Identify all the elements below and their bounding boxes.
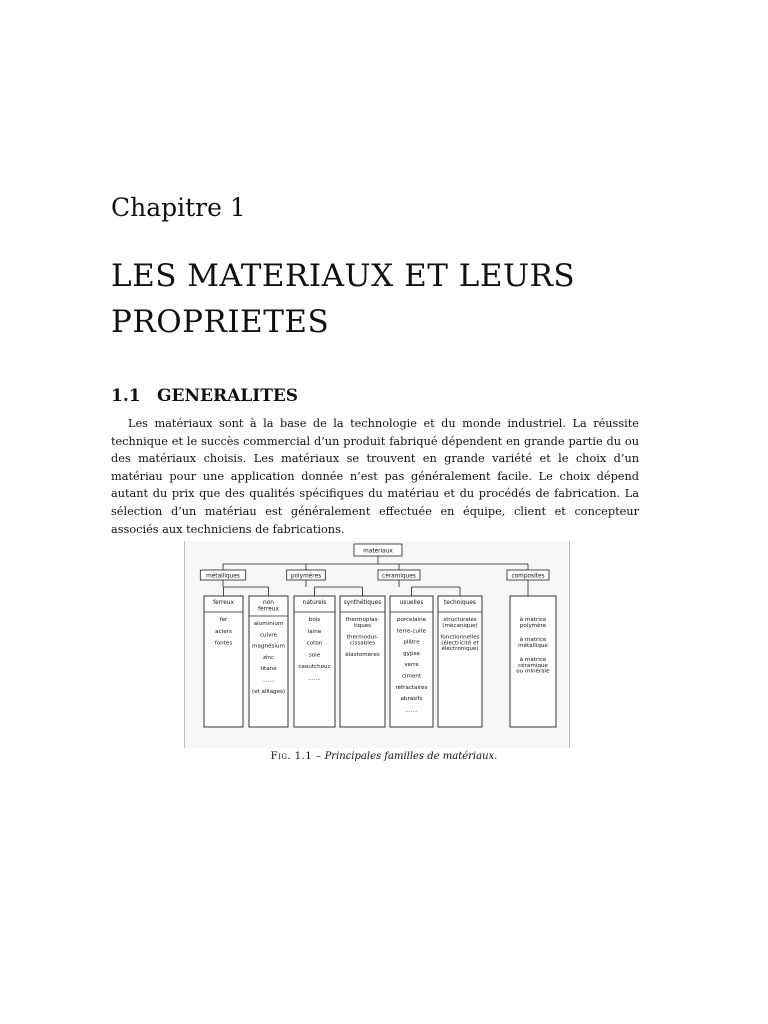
column-item: polymère <box>519 622 547 629</box>
column-header: techniques <box>444 600 476 606</box>
column-item: électronique) <box>441 646 479 653</box>
column-item: (mécanique) <box>442 622 478 629</box>
materials-family-diagram <box>184 541 570 748</box>
column-item: coton <box>306 640 323 647</box>
figure-caption <box>0 751 768 762</box>
column-item: céramique <box>518 662 548 669</box>
section-heading <box>111 386 298 406</box>
section-paragraph: Les matériaux sont à la base de la technologie et du monde industriel. La réussite technique et le succès commercial d’un produit fabriqué dépendent en grande partie du ou des matériaux choisis. Les matériaux se trouvent en grande variété et le choix d’un matériau pour une application donnée n’est pas généralement facile. Le choix dépend autant du prix que des qualités spécifiques du matériau et du procédés de fabrication. La sélection d’un matériau est généralement effectuée en équipe, client et concepteur associés aux techniciens de fabrications. <box>111 417 639 536</box>
column-item: structurales <box>443 617 477 623</box>
column-header: naturels <box>302 600 327 606</box>
column-item: aciers <box>215 628 232 635</box>
column-item: cuivre <box>259 632 278 639</box>
column-item: soie <box>308 652 321 659</box>
section-title: GENERALITES <box>157 386 299 406</box>
column-box <box>438 596 482 727</box>
column-item: réfractaires <box>395 684 428 691</box>
column-item: métallique <box>518 642 548 649</box>
diagram-canvas <box>185 541 569 748</box>
column-item: bois <box>308 617 321 623</box>
column-item: à matrice <box>519 617 547 623</box>
group-label: polymères <box>290 573 322 580</box>
column-item: laine <box>307 628 322 635</box>
column-item: tiques <box>353 622 372 629</box>
column-box <box>294 596 335 727</box>
column-item: aluminium <box>253 621 284 627</box>
column-header: ferreux <box>213 600 234 606</box>
column-header: non <box>263 600 274 606</box>
group-label: composites <box>511 573 545 580</box>
column-item: verre <box>404 662 419 669</box>
column-item: ....... <box>262 677 275 684</box>
column-item: fer <box>219 617 228 623</box>
column-item: à matrice <box>519 657 547 663</box>
column-header: usuelles <box>399 600 424 606</box>
column-item: élastomères <box>345 652 380 659</box>
column-box <box>340 596 385 727</box>
column-item: terre-cuite <box>396 628 427 635</box>
column-item: fontes <box>214 640 233 647</box>
column-item: ....... <box>405 707 418 714</box>
chapter-label: Chapitre 1 <box>111 193 246 222</box>
column-item: ou minérale <box>516 668 550 675</box>
column-item: abrasifs <box>400 696 423 703</box>
column-header: synthétiques <box>343 600 382 606</box>
column-item: magnésium <box>252 643 285 650</box>
column-item: fonctionnelles <box>440 634 480 641</box>
column-item: (et alliages) <box>251 688 286 695</box>
column-item: ciment <box>401 673 422 680</box>
column-item: thermoplas- <box>345 617 380 623</box>
column-item: caoutchouc <box>298 664 331 671</box>
root-label: matériaux <box>363 548 393 555</box>
caption-text: Principales familles de matériaux. <box>324 751 498 762</box>
column-item: cissables <box>349 640 376 647</box>
column-item: à matrice <box>519 637 547 643</box>
column-box <box>204 596 243 727</box>
column-item: gypse <box>403 650 420 657</box>
column-item: titane <box>260 666 277 673</box>
column-item: plâtre <box>403 639 420 646</box>
column-item: (électricité et <box>441 640 479 647</box>
column-item: zinc <box>262 654 275 661</box>
column-item: thermodur- <box>346 634 379 641</box>
group-label: céramiques <box>382 573 416 580</box>
section-number: 1.1 <box>111 386 141 406</box>
column-header: ferreux <box>258 606 279 613</box>
column-item: porcelaine <box>396 617 427 623</box>
caption-label: Fig. 1.1 – <box>270 751 322 762</box>
chapter-title: LES MATERIAUX ET LEURS PROPRIETES <box>111 258 576 340</box>
column-item: ....... <box>308 676 321 682</box>
group-label: métalliques <box>206 573 240 580</box>
